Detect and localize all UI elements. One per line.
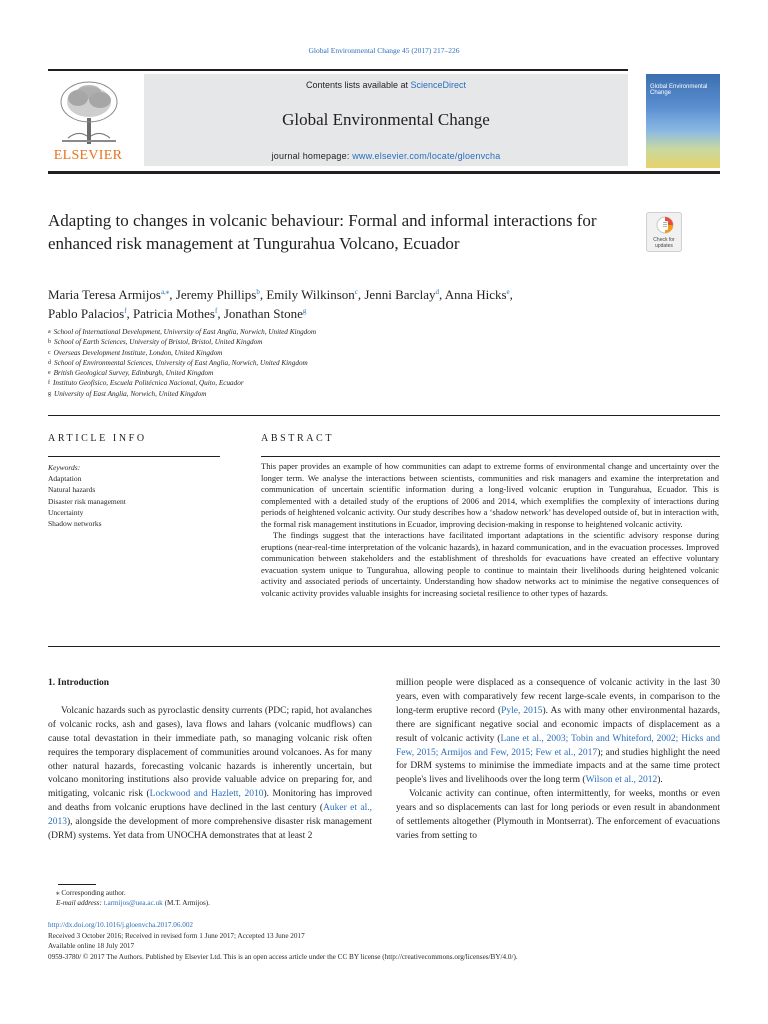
affiliation xyxy=(48,358,648,368)
abstract-paragraph: The findings suggest that the interactions have facilitated important adaptations in the scientific advisory response during eruptions (near-real-time interpretation of the volcanic hazards), in hazard communication, and in the evacuation processes. Improved communication between stakeholders and the establishment of thresholds for evacuations have created an effective voluntary evacuation system unique to Tungurahua, allowing people to continue to maintain their livelihoods during heightened volcanic activity and associated periods of uncertainty. Understanding how shadow networks act to minimise the negative consequences of volcanic activity provides valuable insights for increasing societal resilience to other types of hazards. xyxy=(261,530,719,598)
body-text: ). xyxy=(657,775,663,786)
license-statement: 0959-3780/ © 2017 The Authors. Published by Elsevier Ltd. This is an open access article under the CC BY license (http://creativecommons.org/licenses/BY/4.0/). xyxy=(48,952,518,961)
email-note xyxy=(56,898,356,908)
homepage-prefix: journal homepage: xyxy=(271,151,353,161)
body-column-right xyxy=(396,677,720,844)
section-divider xyxy=(48,646,720,647)
journal-cover-thumbnail[interactable] xyxy=(646,74,720,168)
affiliation xyxy=(48,348,648,358)
keywords-label: Keywords: xyxy=(48,463,81,472)
author-separator: , xyxy=(259,287,267,302)
header-bottom-rule xyxy=(48,171,720,174)
section-divider xyxy=(48,415,720,416)
author[interactable] xyxy=(176,287,260,302)
affiliation xyxy=(48,389,648,399)
author-affiliation-marker[interactable]: g xyxy=(302,307,307,315)
affiliation-key: c xyxy=(48,349,51,356)
affiliation-list xyxy=(48,327,648,399)
author-name: Emily Wilkinson xyxy=(266,287,355,302)
doi-link[interactable]: http://dx.doi.org/10.1016/j.gloenvcha.2017.06.002 xyxy=(48,921,194,929)
contents-line xyxy=(144,80,628,90)
affiliation-text: Overseas Development Institute, London, United Kingdom xyxy=(53,348,223,357)
cover-title: Global Environmental Change xyxy=(650,84,708,96)
author-name: Anna Hicks xyxy=(444,287,507,302)
affiliation-text: British Geological Survey, Edinburgh, United Kingdom xyxy=(53,369,214,378)
received-dates: Received 3 October 2016; Received in revised form 1 June 2017; Accepted 13 June 2017 xyxy=(48,931,305,940)
abstract-paragraph: This paper provides an example of how communities can adapt to extreme forms of environmental change and uncertainty over the longer term. We analyse the interactions between scientists, communities and risk managers and examine the interpretation and communication of uncertain scientific information during a long-lived volcanic eruption in Tungurahua, Ecuador. This is complemented with a detailed study of the eruptions of 2006 and 2014, which exemplifies the complexity of interactions during periods of heightened volcanic activity. Our study describes how a ‘shadow network’ has developed outside of, but in interaction with, the formal risk management institutions in Ecuador, improving decision-making in response to heightened volcanic activity. xyxy=(261,461,719,529)
citation-link[interactable]: Auker et al., 2013 xyxy=(48,803,373,828)
author-affiliation-marker[interactable]: e xyxy=(506,288,510,296)
author-name: Jeremy Phillips xyxy=(175,287,257,302)
author-affiliation-marker[interactable]: d xyxy=(435,288,439,296)
journal-homepage-line xyxy=(144,151,628,161)
author-affiliation-marker[interactable]: c xyxy=(354,288,358,296)
author-name: Patricia Mothes xyxy=(133,306,215,321)
author-name: Pablo Palacios xyxy=(48,306,125,321)
author-name: Jenni Barclay xyxy=(364,287,436,302)
journal-title: Global Environmental Change xyxy=(282,110,490,129)
keyword: Shadow networks xyxy=(48,519,102,529)
keyword: Natural hazards xyxy=(48,485,96,495)
affiliation xyxy=(48,327,648,337)
author-affiliation-marker[interactable]: a,⁎ xyxy=(160,288,170,296)
elsevier-tree-icon xyxy=(58,78,120,144)
section-heading-introduction: 1. Introduction xyxy=(48,678,110,688)
journal-homepage-link[interactable]: www.elsevier.com/locate/gloenvcha xyxy=(352,151,501,161)
author-list xyxy=(48,285,648,323)
elsevier-logo[interactable] xyxy=(48,74,130,168)
email-suffix: (M.T. Armijos). xyxy=(162,899,210,907)
author-separator: , xyxy=(217,306,224,321)
author[interactable] xyxy=(48,306,127,321)
corresponding-author-note: ⁎ Corresponding author. xyxy=(56,889,126,897)
article-info-rule xyxy=(48,456,220,457)
affiliation xyxy=(48,337,648,347)
keywords-block xyxy=(48,462,220,529)
author-separator: , xyxy=(439,287,445,302)
journal-citation[interactable]: Global Environmental Change 45 (2017) 217–226 xyxy=(308,46,460,55)
check-for-updates-label: Check for updates xyxy=(653,237,675,249)
affiliation xyxy=(48,378,648,388)
contents-prefix: Contents lists available at xyxy=(305,80,411,90)
body-column-left xyxy=(48,677,372,844)
email-link[interactable]: t.armijos@uea.ac.uk xyxy=(103,899,163,907)
body-text: Volcanic hazards such as pyroclastic density currents (PDC; rapid, hot avalanches of volcanic rocks, ash and gases), lava flows and lahars (volcanic mudflows) can cause total devastation in their immediate path, so managing volcanic risk often requires the temporary displacement of communities around volcanoes. As for many other natural hazards, forecasting volcanic hazards is inherently uncertain, but volcano monitoring institutions also provide valuable advice on preparing for, and mitigating, volcanic risk ( xyxy=(48,705,372,800)
body-paragraph xyxy=(48,705,372,844)
crossmark-icon xyxy=(656,216,674,236)
author-affiliation-marker[interactable]: f xyxy=(215,307,218,315)
article-info-heading: ARTICLE INFO xyxy=(48,433,147,444)
affiliation-key: e xyxy=(48,370,51,377)
available-online: Available online 18 July 2017 xyxy=(48,942,135,950)
author[interactable] xyxy=(48,287,169,302)
affiliation-key: g xyxy=(48,390,51,397)
author-name: Jonathan Stone xyxy=(223,306,303,321)
citation-link[interactable]: Lane et al., 2003; Tobin and Whiteford, 2002; Hicks and Few, 2015; Armijos and Few, 2015; Few et al., 2017 xyxy=(396,733,720,758)
affiliation-key: a xyxy=(48,329,51,335)
journal-masthead xyxy=(48,74,628,168)
citation-link[interactable]: Wilson et al., 2012 xyxy=(585,775,658,786)
affiliation-key: b xyxy=(48,339,51,346)
footnote-rule xyxy=(58,884,96,885)
journal-info-box xyxy=(144,74,628,166)
affiliation-key: d xyxy=(48,359,51,366)
author-separator: , xyxy=(169,287,176,302)
author-affiliation-marker[interactable]: f xyxy=(124,307,127,315)
body-text: ). Monitoring has improved and deaths from volcanic eruptions have declined in the last century ( xyxy=(48,789,372,814)
body-paragraph xyxy=(396,677,720,788)
body-text: million people were displaced as a consequence of volcanic activity in the last 30 years, even with comparatively few recent large-scale events, in comparison to the long-term eruptive record ( xyxy=(396,678,720,716)
body-text: ). As with many other environmental hazards, there are significant negative social and economic impacts of displacement as a result of volcanic activity ( xyxy=(396,705,721,744)
author[interactable] xyxy=(364,287,439,302)
header-top-rule xyxy=(48,69,628,71)
article-title: Adapting to changes in volcanic behaviour: Formal and informal interactions for enhanced risk management at Tungurahua Volcano, Ecuador xyxy=(48,211,597,253)
keyword: Adaptation xyxy=(48,474,82,484)
affiliation xyxy=(48,368,648,378)
author[interactable] xyxy=(224,306,307,321)
email-label: E-mail address: xyxy=(56,899,104,907)
publisher-name: ELSEVIER xyxy=(53,148,123,163)
keyword: Uncertainty xyxy=(48,507,84,517)
body-text: ), alongside the development of more comprehensive disaster risk management (DRM) systems. Yet data from UNOCHA demonstrates that at least 2 xyxy=(48,817,372,842)
author[interactable] xyxy=(445,287,510,302)
footnotes xyxy=(56,888,356,908)
author[interactable] xyxy=(266,287,358,302)
author-separator: , xyxy=(126,306,134,321)
abstract-heading: ABSTRACT xyxy=(261,433,335,444)
author-name: Maria Teresa Armijos xyxy=(48,287,161,302)
affiliation-text: Instituto Geofísico, Escuela Politécnica Nacional, Quito, Ecuador xyxy=(53,379,244,388)
author-affiliation-marker[interactable]: b xyxy=(256,288,260,296)
author-separator: , xyxy=(357,287,365,302)
affiliation-text: University of East Anglia, Norwich, United Kingdom xyxy=(54,389,207,398)
body-paragraph: Volcanic activity can continue, often intermittently, for weeks, months or even years and so displacements can last for long periods or even result in abandonment of settlements altogether (Plymouth in Montserrat). The enforcement of evacuations varies from setting to xyxy=(396,789,720,841)
citation-link[interactable]: Pyle, 2015 xyxy=(501,705,543,716)
author[interactable] xyxy=(133,306,217,321)
abstract-body xyxy=(261,461,719,599)
author-separator: , xyxy=(509,287,513,302)
check-for-updates-badge[interactable] xyxy=(646,212,682,252)
affiliation-key: f xyxy=(48,380,50,387)
body-text: ); and studies highlight the need for DRM systems to minimise the immediate impacts and at the same time protect people's lives and livelihoods over the long term ( xyxy=(396,747,721,786)
citation-link[interactable]: Lockwood and Hazlett, 2010 xyxy=(149,789,264,800)
affiliation-text: School of Earth Sciences, University of Bristol, Bristol, United Kingdom xyxy=(54,338,263,347)
affiliation-text: School of Environmental Sciences, University of East Anglia, Norwich, United Kingdom xyxy=(54,358,308,367)
keyword: Disaster risk management xyxy=(48,496,126,506)
publication-info xyxy=(48,920,720,962)
abstract-rule xyxy=(261,456,720,457)
sciencedirect-link[interactable]: ScienceDirect xyxy=(410,80,467,90)
affiliation-text: School of International Development, University of East Anglia, Norwich, United Kingdom xyxy=(53,328,317,336)
